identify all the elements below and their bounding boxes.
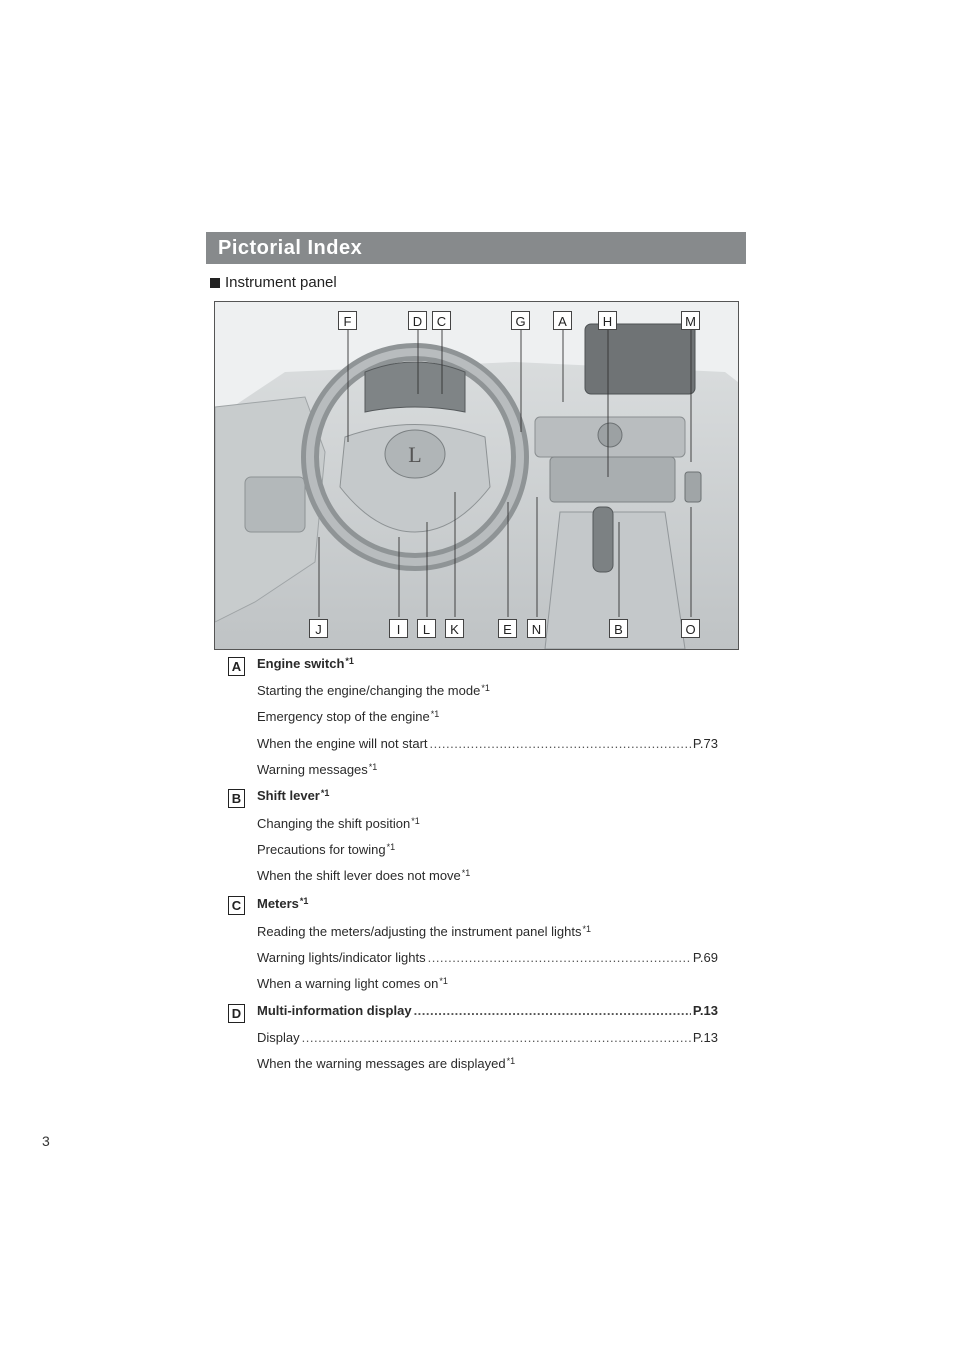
page-ref: P.13 bbox=[692, 1003, 718, 1018]
entry-title[interactable]: Shift lever *1 bbox=[257, 788, 330, 803]
header-bar bbox=[206, 232, 746, 264]
callout-h: H bbox=[598, 311, 617, 330]
entry-item[interactable]: Changing the shift position *1 bbox=[257, 816, 420, 831]
entry-item[interactable]: Display ..... P.13 bbox=[257, 1030, 718, 1045]
entry-item[interactable]: Precautions for towing *1 bbox=[257, 842, 396, 857]
entry-item[interactable]: Warning lights/indicator lights ..... P.69 bbox=[257, 950, 718, 965]
entry-item[interactable]: Emergency stop of the engine *1 bbox=[257, 709, 440, 724]
leader-dots bbox=[414, 1003, 691, 1018]
callout-o: O bbox=[681, 619, 700, 638]
callout-g: G bbox=[511, 311, 530, 330]
callout-f: F bbox=[338, 311, 357, 330]
callout-a: A bbox=[553, 311, 572, 330]
callout-n: N bbox=[527, 619, 546, 638]
callout-m: M bbox=[681, 311, 700, 330]
page-ref: P.69 bbox=[692, 950, 718, 965]
entry-letter-badge: D bbox=[228, 1004, 245, 1023]
callout-e: E bbox=[498, 619, 517, 638]
page-ref: P.13 bbox=[692, 1030, 718, 1045]
instrument-panel-drawing bbox=[215, 302, 738, 649]
entry-item[interactable]: When the engine will not start ..... P.73 bbox=[257, 736, 718, 751]
leader-dots bbox=[302, 1030, 691, 1045]
page-title: Pictorial Index bbox=[218, 237, 363, 259]
callout-l: L bbox=[417, 619, 436, 638]
callout-b: B bbox=[609, 619, 628, 638]
entry-item[interactable]: Starting the engine/changing the mode *1 bbox=[257, 683, 490, 698]
instrument-panel-illustration bbox=[214, 301, 739, 650]
entry-item[interactable]: When the warning messages are displayed *1 bbox=[257, 1056, 516, 1071]
callout-j: J bbox=[309, 619, 328, 638]
entry-item[interactable]: When the shift lever does not move *1 bbox=[257, 868, 471, 883]
callout-c: C bbox=[432, 311, 451, 330]
svg-text:L: L bbox=[408, 442, 422, 467]
section-heading bbox=[210, 274, 337, 291]
entry-title[interactable]: Meters *1 bbox=[257, 896, 309, 911]
entry-letter-badge: C bbox=[228, 896, 245, 915]
page-number: 3 bbox=[42, 1133, 50, 1149]
leader-dots bbox=[428, 950, 691, 965]
entry-title[interactable]: Engine switch *1 bbox=[257, 656, 354, 671]
entry-item[interactable]: Reading the meters/adjusting the instrument panel lights *1 bbox=[257, 924, 591, 939]
callout-d: D bbox=[408, 311, 427, 330]
entry-letter-badge: B bbox=[228, 789, 245, 808]
square-bullet-icon bbox=[210, 278, 220, 288]
entry-title[interactable]: Multi-information display ..... P.13 bbox=[257, 1003, 718, 1018]
callout-k: K bbox=[445, 619, 464, 638]
leader-dots bbox=[430, 736, 691, 751]
callout-i: I bbox=[389, 619, 408, 638]
entry-letter-badge: A bbox=[228, 657, 245, 676]
page-ref: P.73 bbox=[692, 736, 718, 751]
section-heading-text: Instrument panel bbox=[225, 274, 337, 291]
entry-item[interactable]: When a warning light comes on *1 bbox=[257, 976, 448, 991]
entry-item[interactable]: Warning messages *1 bbox=[257, 762, 378, 777]
